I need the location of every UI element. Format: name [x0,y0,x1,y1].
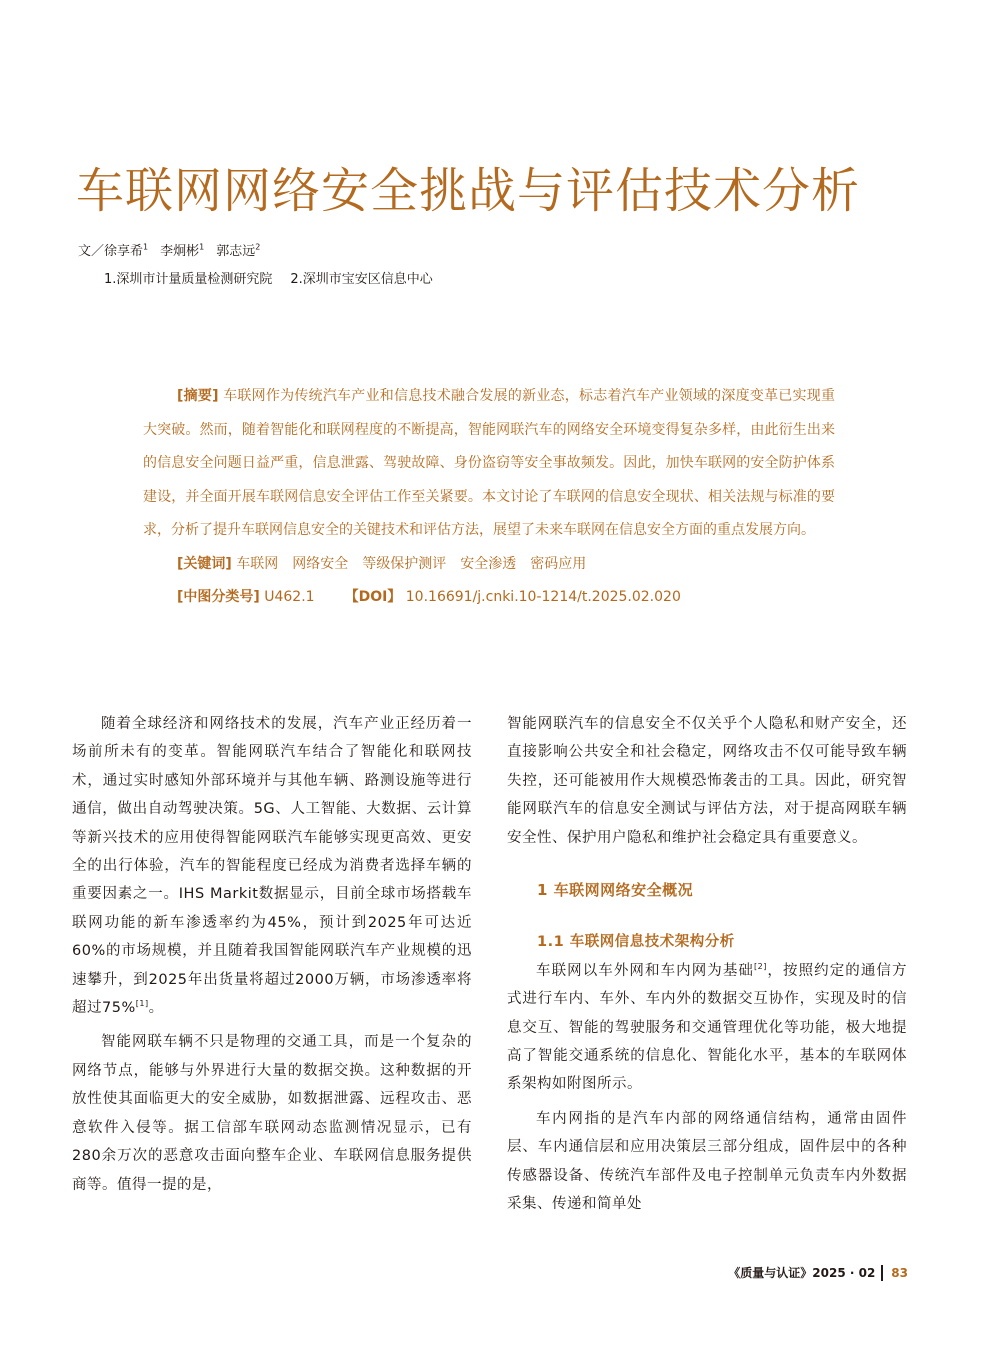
affiliation: 1.深圳市计量质量检测研究院 [104,272,273,287]
citation-ref: [1] [135,999,149,1009]
keywords-label: [关键词] [177,555,232,572]
subsection-heading: 1.1 车联网信息技术架构分析 [537,934,735,951]
footer-divider [881,1265,883,1281]
article-title: 车联网网络安全挑战与评估技术分析 [76,163,861,219]
page-footer [728,1264,908,1281]
abstract-text: 车联网作为传统汽车产业和信息技术融合发展的新业态，标志着汽车产业领域的深度变革已实现重大突破。然而，随着智能化和联网程度的不断提高，智能网联汽车的网络安全环境变得复杂多样，由此衍生出来的信息安全问题日益严重，信息泄露、驾驶故障、身份盗窃等安全事故频发。因此，加快车联网的安全防护体系建设，并全面开展车联网信息安全评估工作至关紧要。本文讨论了车联网的信息安全现状、相关法规与标准的要求，分析了提升车联网信息安全的关键技术和评估方法，展望了未来车联网在信息安全方面的重点发展方向。 [143,388,836,538]
journal-issue: 《质量与认证》2025 · 02 [728,1266,876,1280]
affiliation: 2.深圳市宝安区信息中心 [290,272,433,287]
keyword: 车联网 [236,555,279,572]
body-paragraph [507,957,907,1099]
author-name: 郭志远 [216,244,256,259]
clc-label: [中图分类号] [177,589,260,605]
author-line [78,242,260,262]
clc-code: U462.1 [264,589,315,605]
author-affil-marker: 1 [143,242,149,252]
body-paragraph [72,710,472,1022]
abstract-paragraph [143,380,835,548]
keyword: 网络安全 [292,555,349,572]
abstract-label: [摘要] [177,388,219,404]
keywords-row [143,548,835,582]
citation-ref: [2] [754,962,767,972]
author-affil-marker: 1 [199,242,205,252]
body-column-right [507,710,907,1219]
author-prefix: 文／ [78,244,105,259]
section-heading: 1 车联网网络安全概况 [537,881,694,900]
author-name: 李炯彬 [160,244,200,259]
affiliations [104,270,433,290]
keyword: 安全渗透 [460,555,517,572]
author-name: 徐享希 [104,244,144,259]
body-paragraph: 智能网联车辆不只是物理的交通工具，而是一个复杂的网络节点，能够与外界进行大量的数据交换。这种数据的开放性使其面临更大的安全威胁，如数据泄露、远程攻击、恶意软件入侵等。据工信部车联网动态监测情况显示，已有280余万次的恶意攻击面向整车企业、车联网信息服务提供商等。值得一提的是， [72,1034,472,1193]
paragraph-text: 。 [148,1000,164,1017]
page-number: 83 [891,1265,908,1280]
classification-row [143,581,835,615]
doi-value: 10.16691/j.cnki.10-1214/t.2025.02.020 [405,589,681,605]
body-paragraph: 车内网指的是汽车内部的网络通信结构，通常由固件层、车内通信层和应用决策层三部分组成，固件层中的各种传感器设备、传统汽车部件及电子控制单元负责车内外数据采集、传递和简单处 [507,1110,907,1213]
paragraph-text: 车联网以车外网和车内网为基础 [536,962,755,979]
body-column-left [72,710,472,1199]
doi-label: 【DOI】 [344,589,402,605]
paragraph-text: ，按照约定的通信方式进行车内、车外、车内外的数据交互协作，实现及时的信息交互、智能的驾驶服务和交通管理优化等功能，极大地提高了智能交通系统的信息化、智能化水平，基本的车联网体系架构如附图所示。 [507,962,908,1093]
author-affil-marker: 2 [255,242,261,252]
body-paragraph: 智能网联汽车的信息安全不仅关乎个人隐私和财产安全，还直接影响公共安全和社会稳定，网络攻击不仅可能导致车辆失控，还可能被用作大规模恐怖袭击的工具。因此，研究智能网联汽车的信息安全测试与评估方法，对于提高网联车辆安全性、保护用户隐私和维护社会稳定具有重要意义。 [507,716,907,846]
abstract-block [143,380,835,615]
keyword: 等级保护测评 [362,555,447,572]
paragraph-text: 随着全球经济和网络技术的发展，汽车产业正经历着一场前所未有的变革。智能网联汽车结合了智能化和联网技术，通过实时感知外部环境并与其他车辆、路测设施等进行通信，做出自动驾驶决策。5G、人工智能、大数据、云计算等新兴技术的应用使得智能网联汽车能够实现更高效、更安全的出行体验，汽车的智能程度已经成为消费者选择车辆的重要因素之一。IHS Markit数据显示，目前全球市场搭载车联网功能的新车渗透率约为45%，预计到2025年可达近60%的市场规模，并且随着我国智能网联汽车产业规模的迅速攀升，到2025年出货量将超过2000万辆，市场渗透率将超过75% [72,716,472,1017]
keyword: 密码应用 [530,555,587,572]
